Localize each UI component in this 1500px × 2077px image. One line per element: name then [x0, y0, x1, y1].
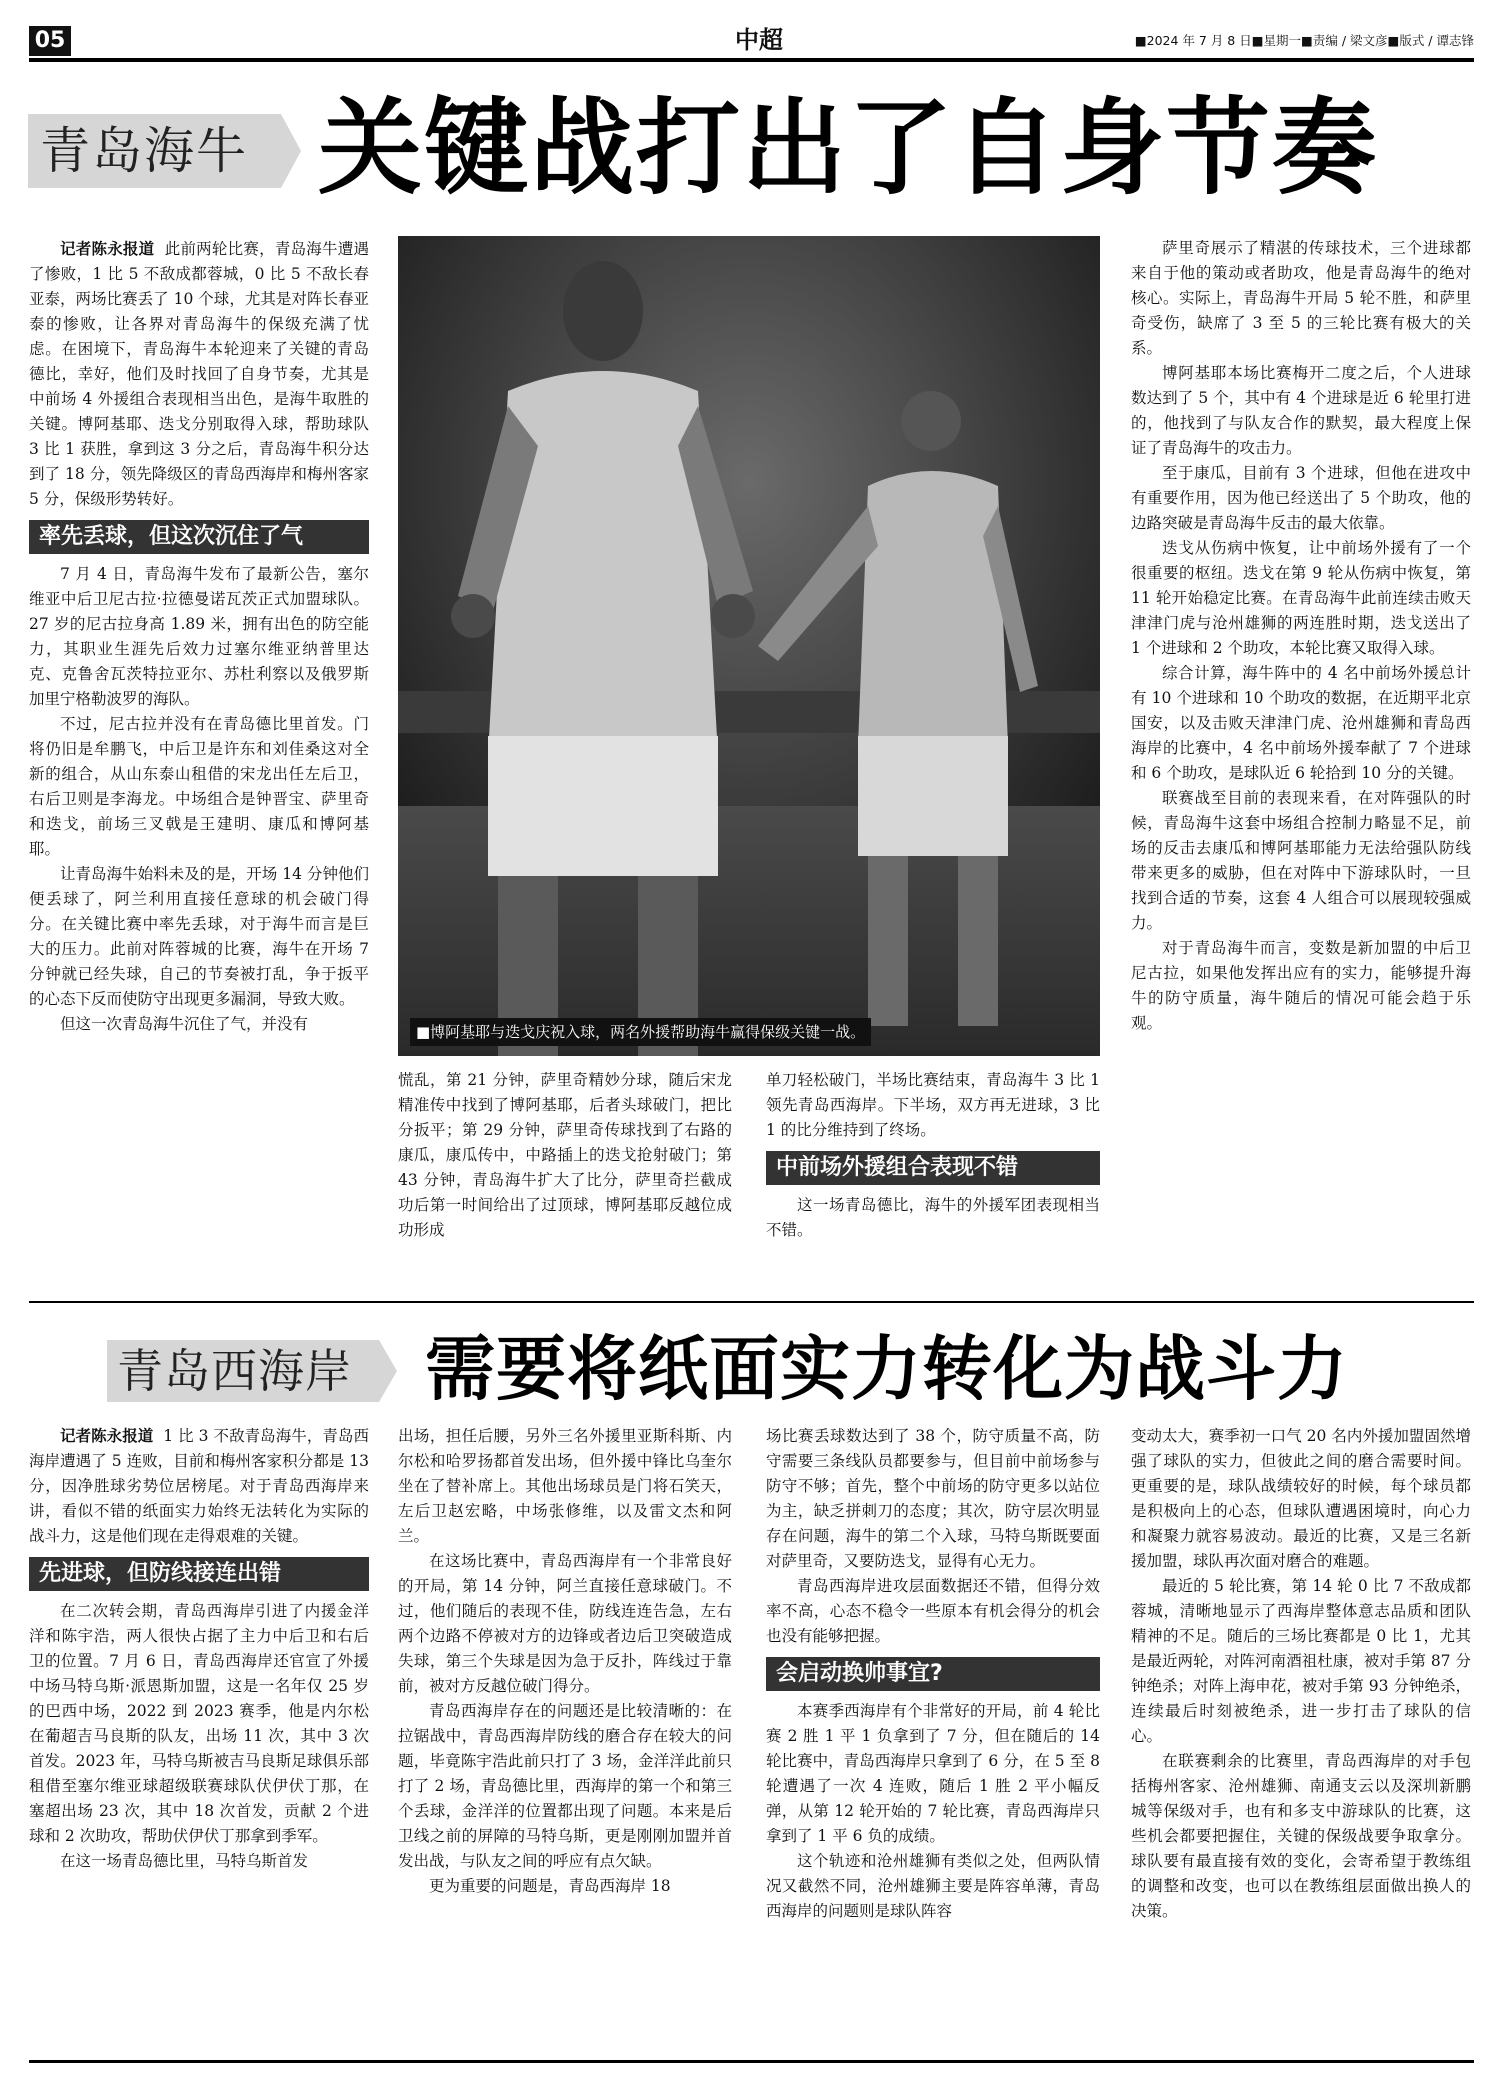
- story2-col1-p2: 在二次转会期，青岛西海岸引进了内援金洋洋和陈宇浩，两人很快占据了主力中后卫和右后卫的位置。7 月 6 日，青岛西海岸还官宣了外援中场马特乌斯·派恩斯加盟，这是一名年仅 25 岁的巴西中场，2022 到 2023 赛季，他是内尔松在葡超吉马良斯的队友，出场 11 次，其中 3 次首发。2023 年，马特乌斯被吉马良斯足球俱乐部租借至塞尔维亚球超级联赛球队伏伊伏丁那，在塞超出场 23 次，其中 18 次首发，贡献 2 个进球和 2 次助攻，帮助伏伊伏丁那拿到季军。: [29, 1602, 369, 1845]
- story1-byline: 记者陈永报道: [60, 239, 155, 258]
- story2-col3-p1: 场比赛丢球数达到了 38 个，防守质量不高，防守需要三条线队员都要参与，但目前中前场参与防守不够；首先，整个中前场的防守更多以站位为主，缺乏拼刺刀的态度；其次，防守层次明显存在问题，海牛的第二个入球，马特乌斯既要面对萨里奇，又要防迭戈，显得有心无力。: [766, 1427, 1100, 1570]
- story1-col4-p7: 对于青岛海牛而言，变数是新加盟的中后卫尼古拉，如果他发挥出应有的实力，能够提升海牛的防守质量，海牛随后的情况可能会趋于乐观。: [1131, 939, 1471, 1032]
- story1-subhead-2: 中前场外援组合表现不错: [766, 1151, 1100, 1185]
- story-divider: [29, 1301, 1474, 1303]
- story2-col4-p1: 变动太大，赛季初一口气 20 名内外援加盟固然增强了球队的实力，但彼此之间的磨合需要时间。更重要的是，球队战绩较好的时候，每个球员都是积极向上的心态，但球队遭遇困境时，向心力和凝聚力就容易波动。最近的比赛，又是三名新援加盟，球队再次面对磨合的难题。: [1131, 1427, 1471, 1570]
- story1-kicker-text: 青岛海牛: [40, 122, 248, 180]
- story1-kicker-arrow: [281, 114, 301, 188]
- story1-col3: [766, 1068, 1100, 1280]
- story1-col4: [1131, 236, 1471, 1281]
- story1-photo-caption: [410, 1018, 871, 1046]
- story1-col1-p2: 7 月 4 日，青岛海牛发布了最新公告，塞尔维亚中后卫尼古拉·拉德曼诺瓦茨正式加盟球队。27 岁的尼古拉身高 1.89 米，拥有出色的防空能力，其职业生涯先后效力过塞尔维亚纳普里达克、克鲁舍瓦茨特拉亚尔、苏杜利察以及俄罗斯加里宁格勒波罗的海队。: [29, 565, 369, 708]
- story1-col4-p3: 至于康瓜，目前有 3 个进球，但他在进攻中有重要作用，因为他已经送出了 5 个助攻，他的边路突破是青岛海牛反击的最大依靠。: [1131, 464, 1471, 532]
- story2-kicker-text: 青岛西海岸: [117, 1344, 352, 1398]
- story1-col4-p6: 联赛战至目前的表现来看，在对阵强队的时候，青岛海牛这套中场组合控制力略显不足，前场的反击去康瓜和博阿基耶能力无法给强队防线带来更多的威胁，但在对阵中下游球队时，一旦找到合适的节奏，这套 4 人组合可以展现较强威力。: [1131, 789, 1471, 932]
- story2-col2-p1: 出场，担任后腰，另外三名外援里亚斯科斯、内尔松和哈罗扬都首发出场，但外援中锋比乌奎尔坐在了替补席上。其他出场球员是门将石笑天，左后卫赵宏略，中场张修维，以及雷文杰和阿兰。: [398, 1427, 732, 1545]
- story2-subhead-1: 先进球，但防线接连出错: [29, 1557, 369, 1591]
- story1-col4-p1: 萨里奇展示了精湛的传球技术，三个进球都来自于他的策动或者助攻，他是青岛海牛的绝对核心。实际上，青岛海牛开局 5 轮不胜，和萨里奇受伤，缺席了 3 至 5 的三轮比赛有极大的关系。: [1131, 239, 1471, 357]
- story2-lead-text: 1 比 3 不敌青岛海牛，青岛西海岸遭遇了 5 连败，目前和梅州客家积分都是 13 分，因净胜球劣势位居榜尾。对于青岛西海岸来讲，看似不错的纸面实力始终无法转化为实际的战斗力，这是他们现在走得艰难的关键。: [29, 1427, 369, 1545]
- story1-col2-p1: 慌乱，第 21 分钟，萨里奇精妙分球，随后宋龙精准传中找到了博阿基耶，后者头球破门，把比分扳平；第 29 分钟，萨里奇传球找到了右路的康瓜，康瓜传中，中路插上的迭戈抢射破门；第 43 分钟，青岛海牛扩大了比分，萨里奇拦截成功后第一时间给出了过顶球，博阿基耶反越位成功形成: [398, 1071, 732, 1239]
- masthead: [29, 22, 1474, 64]
- story1-col4-p2: 博阿基耶本场比赛梅开二度之后，个人进球数达到了 5 个，其中有 4 个进球是近 6 轮里打进的，他找到了与队友合作的默契，最大程度上保证了青岛海牛的攻击力。: [1131, 364, 1471, 457]
- story2-subhead-2: 会启动换帅事宜?: [766, 1657, 1100, 1691]
- story2-col2-p2: 在这场比赛中，青岛西海岸有一个非常良好的开局，第 14 分钟，阿兰直接任意球破门。不过，他们随后的表现不佳，防线连连告急，左右两个边路不停被对方的边锋或者边后卫突破造成失球，第三个失球是因为急于反扑，阵线过于靠前，被对方反越位破门得分。: [398, 1552, 732, 1695]
- story1-caption-text: ■博阿基耶与迭戈庆祝入球，两名外援帮助海牛赢得保级关键一战。: [416, 1023, 866, 1041]
- story2-col4-p2: 最近的 5 轮比赛，第 14 轮 0 比 7 不敌成都蓉城，清晰地显示了西海岸整体意志品质和团队精神的不足。随后的三场比赛都是 0 比 1，尤其是最近两轮，对阵河南酒祖杜康，被对手第 87 分钟绝杀；对阵上海申花，被对手第 93 分钟绝杀，连续最后时刻被绝杀，进一步打击了球队的信心。: [1131, 1577, 1471, 1745]
- story1-col3-p1: 单刀轻松破门，半场比赛结束，青岛海牛 3 比 1 领先青岛西海岸。下半场，双方再无进球，3 比 1 的比分维持到了终场。: [766, 1071, 1100, 1139]
- story2-col4-p3: 在联赛剩余的比赛里，青岛西海岸的对手包括梅州客家、沧州雄狮、南通支云以及深圳新鹏城等保级对手，也有和多支中游球队的比赛，这些机会都要把握住，关键的保级战要争取拿分。球队要有最直接有效的变化，会寄希望于教练组的调整和改变，也可以在教练组层面做出换人的决策。: [1131, 1752, 1471, 1920]
- story1-col4-p5: 综合计算，海牛阵中的 4 名中前场外援总计有 10 个进球和 10 个助攻的数据，在近期平北京国安，以及击败天津津门虎、沧州雄狮和青岛西海岸的比赛中，4 名中前场外援奉献了 7 个进球和 6 个助攻，是球队近 6 轮拾到 10 分的关键。: [1131, 664, 1471, 782]
- story1-subhead-1: 率先丢球，但这次沉住了气: [29, 520, 369, 554]
- masthead-rule-top: [29, 58, 1474, 62]
- story1-col2: [398, 1068, 732, 1280]
- story1-col1-p3: 不过，尼古拉并没有在青岛德比里首发。门将仍旧是牟鹏飞，中后卫是许东和刘佳桑这对全新的组合，从山东泰山租借的宋龙出任左后卫，右后卫则是李海龙。中场组合是钟晋宝、萨里奇和迭戈，前场三叉戟是王建明、康瓜和博阿基耶。: [29, 715, 369, 858]
- story1-lead: [29, 236, 369, 512]
- story2-col1-p3: 在这一场青岛德比里，马特乌斯首发: [60, 1852, 309, 1870]
- story2-kicker-arrow: [379, 1340, 397, 1402]
- story1-col1: [29, 236, 369, 1281]
- story1-col3-p2: 这一场青岛德比，海牛的外援军团表现相当不错。: [766, 1196, 1100, 1239]
- story2-headline: 需要将纸面实力转化为战斗力: [425, 1328, 1348, 1410]
- story2-col4: [1131, 1424, 1471, 2060]
- story2-col2-p3: 青岛西海岸存在的问题还是比较清晰的：在拉锯战中，青岛西海岸防线的磨合存在较大的问题，毕竟陈宇浩此前只打了 3 场，金洋洋此前只打了 2 场，青岛德比里，西海岸的第一个和第三个丢球，金洋洋的位置都出现了问题。本来是后卫线之前的屏障的马特乌斯，更是刚刚加盟并首发出战，与队友之间的呼应有点欠缺。: [398, 1702, 732, 1870]
- story1-col1-p4: 让青岛海牛始料未及的是，开场 14 分钟他们便丢球了，阿兰利用直接任意球的机会破门得分。在关键比赛中率先丢球，对于海牛而言是巨大的压力。此前对阵蓉城的比赛，海牛在开场 7 分钟就已经失球，自己的节奏被打乱，争于扳平的心态下反而使防守出现更多漏洞，导致大败。: [29, 865, 369, 1008]
- story2-col3-p2: 青岛西海岸进攻层面数据还不错，但得分效率不高，心态不稳令一些原本有机会得分的机会也没有能够把握。: [766, 1577, 1100, 1645]
- story2-byline: 记者陈永报道: [60, 1427, 154, 1445]
- story2-lead: [29, 1424, 369, 1549]
- story1-col4-p4: 迭戈从伤病中恢复，让中前场外援有了一个很重要的枢纽。迭戈在第 9 轮从伤病中恢复，第 11 轮开始稳定比赛。在青岛海牛此前连续击败天津津门虎与沧州雄狮的两连胜时期，迭戈送出了 1 个进球和 2 个助攻，本轮比赛又取得入球。: [1131, 539, 1471, 657]
- story2-col1: [29, 1424, 369, 2060]
- page-number: 05: [29, 26, 71, 56]
- bottom-rule: [29, 2060, 1474, 2063]
- masthead-meta: ■2024 年 7 月 8 日■星期一■责编 / 梁文彦■版式 / 谭志锋: [1134, 33, 1474, 48]
- story2-col2: [398, 1424, 732, 2060]
- story1-photo: [398, 236, 1100, 1056]
- celebration-photo-illustration: [398, 236, 1100, 1056]
- story2-col3: [766, 1424, 1100, 2060]
- story1-headline: 关键战打出了自身节奏: [318, 87, 1379, 209]
- section-name: 中超: [735, 26, 783, 54]
- story1-col1-p5: 但这一次青岛海牛沉住了气，并没有: [60, 1015, 309, 1033]
- story2-kicker: [107, 1340, 379, 1402]
- story1-kicker: [28, 114, 281, 188]
- story2-col3-p4: 这个轨迹和沧州雄狮有类似之处，但两队情况又截然不同，沧州雄狮主要是阵容单薄，青岛西海岸的问题则是球队阵容: [766, 1852, 1100, 1920]
- story2-col3-p3: 本赛季西海岸有个非常好的开局，前 4 轮比赛 2 胜 1 平 1 负拿到了 7 分，但在随后的 14 轮比赛中，青岛西海岸只拿到了 6 分，在 5 至 8 轮遭遇了一次 4 连败，随后 1 胜 2 平小幅反弹，从第 12 轮开始的 7 轮比赛，青岛西海岸只拿到了 1 平 6 负的成绩。: [766, 1702, 1100, 1845]
- story1-lead-text: 此前两轮比赛，青岛海牛遭遇了惨败，1 比 5 不敌成都蓉城，0 比 5 不敌长春亚泰，两场比赛丢了 10 个球，尤其是对阵长春亚泰的惨败，让各界对青岛海牛的保级充满了忧虑。在困境下，青岛海牛本轮迎来了关键的青岛德比，幸好，他们及时找回了自身节奏，尤其是中前场 4 外援组合表现相当出色，是海牛取胜的关键。博阿基耶、迭戈分别取得入球，帮助球队 3 比 1 获胜，拿到这 3 分之后，青岛海牛积分达到了 18 分，领先降级区的青岛西海岸和梅州客家 5 分，保级形势转好。: [29, 240, 369, 508]
- story2-col2-p4: 更为重要的问题是，青岛西海岸 18: [429, 1877, 671, 1895]
